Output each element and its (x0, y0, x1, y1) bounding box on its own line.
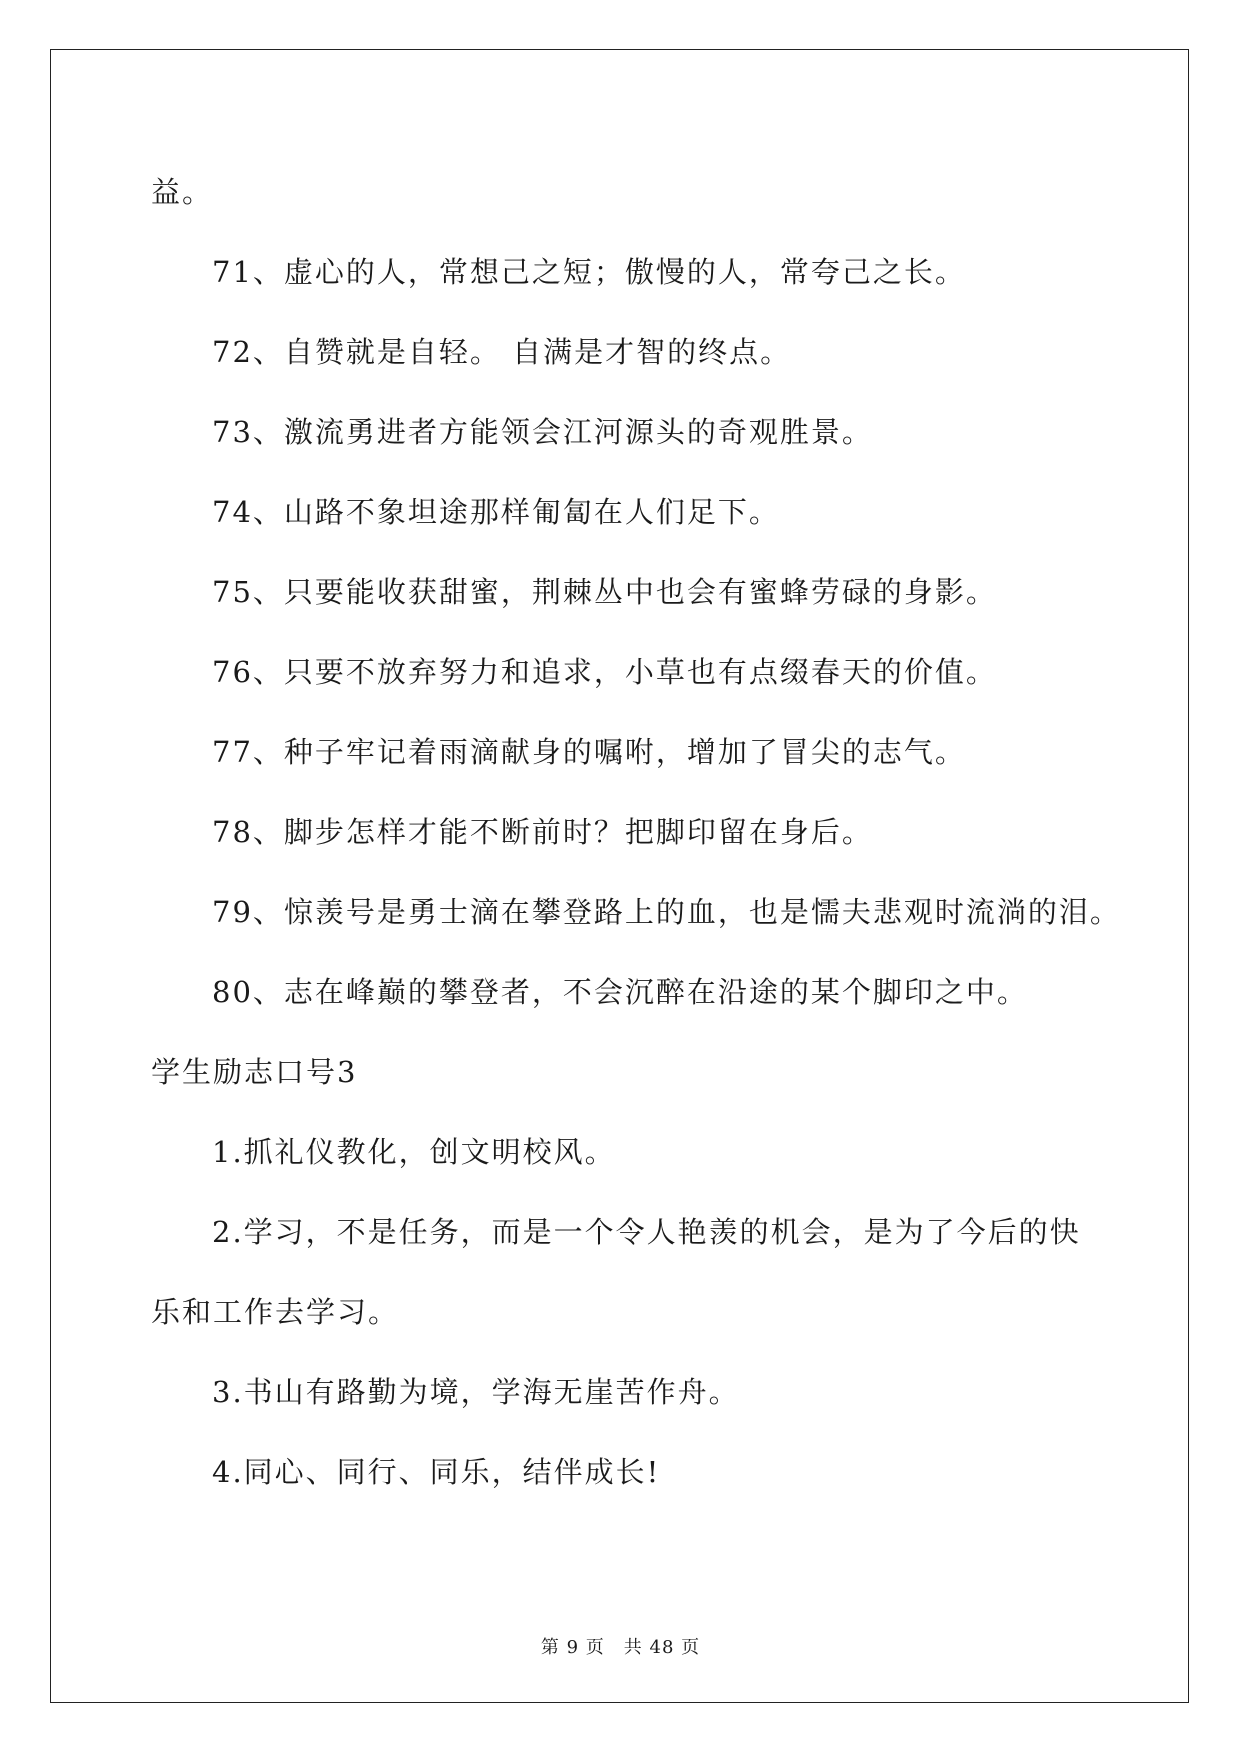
list-item-4: 4.同心、同行、同乐，结伴成长! (212, 1455, 661, 1489)
list-item-74: 74、山路不象坦途那样匍匐在人们足下。 (212, 495, 780, 529)
list-item-79: 79、惊羡号是勇士滴在攀登路上的血，也是懦夫悲观时流淌的泪。 (212, 895, 1121, 929)
list-item-76: 76、只要不放弃努力和追求，小草也有点缀春天的价值。 (212, 655, 997, 689)
list-item-71: 71、虚心的人，常想己之短；傲慢的人，常夸己之长。 (212, 255, 966, 289)
page-number-footer: 第 9 页 共 48 页 (540, 1637, 701, 1658)
list-item-72: 72、自赞就是自轻。 自满是才智的终点。 (212, 335, 792, 369)
list-item-2-continuation: 乐和工作去学习。 (151, 1295, 400, 1329)
text-line-continuation: 益。 (151, 175, 214, 209)
list-item-2: 2.学习，不是任务，而是一个令人艳羡的机会，是为了今后的快 (212, 1215, 1081, 1249)
list-item-1: 1.抓礼仪教化，创文明校风。 (212, 1135, 616, 1169)
list-item-77: 77、种子牢记着雨滴献身的嘱咐，增加了冒尖的志气。 (212, 735, 966, 769)
list-item-73: 73、激流勇进者方能领会江河源头的奇观胜景。 (212, 415, 873, 449)
list-item-80: 80、志在峰巅的攀登者，不会沉醉在沿途的某个脚印之中。 (212, 975, 1028, 1009)
list-item-75: 75、只要能收获甜蜜，荆棘丛中也会有蜜蜂劳碌的身影。 (212, 575, 997, 609)
list-item-78: 78、脚步怎样才能不断前时？把脚印留在身后。 (212, 815, 873, 849)
section-heading: 学生励志口号3 (151, 1055, 358, 1089)
list-item-3: 3.书山有路勤为境，学海无崖苦作舟。 (212, 1375, 740, 1409)
